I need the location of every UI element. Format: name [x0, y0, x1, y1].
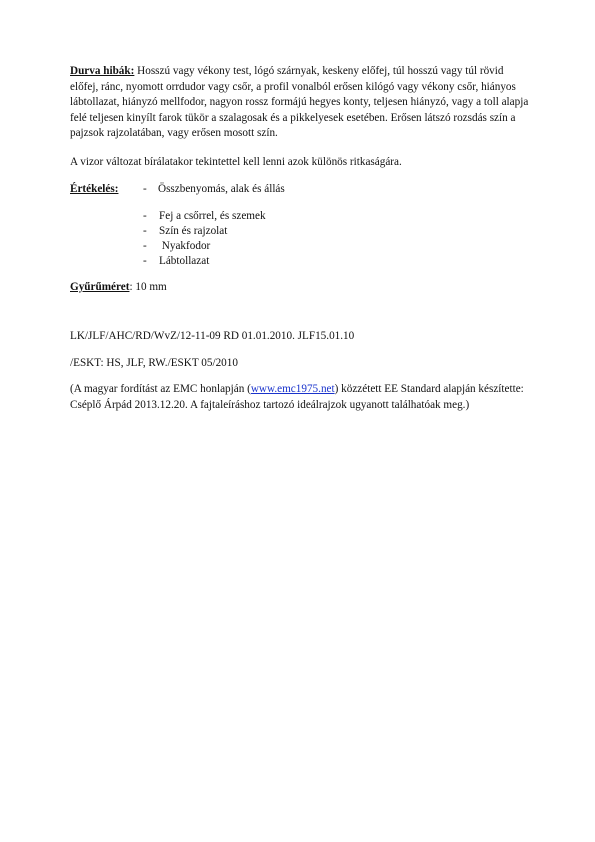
- list-dash: -: [143, 183, 147, 195]
- faults-text: Hosszú vagy vékony test, lógó szárnyak, keskeny előfej, túl hosszú vagy túl rövid előfej, ránc, nyomott orrdudor vagy csőr, a profil vonalból erősen kilógó vagy vékony csőr, hiányos lábtollazat, hiányzó mellfodor, nagyon rossz formájú hegyes konty, teljesen hiányzó, vagy a toll alapja felé teljesen kinyílt farok tükör a szalagosak és a pikkelyesek esetében. Erősen látszó rozsdás szín a pajzsok rajzolatában, vagy erősen mosott szín.: [70, 65, 529, 139]
- reference-line-1: LK/JLF/AHC/RD/WvZ/12-11-09 RD 01.01.2010. JLF15.01.10: [70, 330, 355, 342]
- faults-label: Durva hibák:: [70, 65, 135, 77]
- ring-size-label: Gyűrűméret: [70, 281, 130, 293]
- document-page: Durva hibák: Hosszú vagy vékony test, lógó szárnyak, keskeny előfej, túl hosszú vagy túl rövid előfej, ránc, nyomott orrdudor vagy csőr, a profil vonalból erősen kilógó vagy vékony csőr, hiányos lábtollazat, hiányzó mellfodor, nagyon rossz formájú hegyes konty, teljesen hiányzó, vagy a toll alapja felé teljesen kinyílt farok tükör a szalagosak és a pikkelyesek esetében. Erősen látszó rozsdás szín a pajzsok rajzolatában, vagy erősen mosott szín. A vizor változat bírálatakor tekintettel kell lenni azok különös ritkaságára. Értékelés: - Összbenyomás, alak és állás - Fej a csőrrel, és szemek - Szín és rajzolat - Nyakfodor - Lábtollazat Gyűrűméret: 10 mm LK/JLF/AHC/RD/WvZ/12-11-09 RD 01.01.2010. JLF15.01.10 /ESKT: HS, JLF, RW./ESKT 05/2010 (A magyar fordítást az EMC honlapján (www.emc1975.net) közzétett EE Standard alapján készítette: Cséplő Árpád 2013.12.20. A fajtaleíráshoz tartozó ideálrajzok ugyanott találhatóak meg.): [0, 0, 595, 842]
- list-dash: -: [143, 210, 147, 222]
- vizor-note: A vizor változat bírálatakor tekintettel kell lenni azok különös ritkaságára.: [70, 156, 402, 168]
- evaluation-label: Értékelés:: [70, 183, 119, 195]
- ring-size: [70, 280, 167, 295]
- translation-note: (A magyar fordítást az EMC honlapján (www.emc1975.net) közzétett EE Standard alapján készítette: Cséplő Árpád 2013.12.20. A fajtaleíráshoz tartozó ideálrajzok ugyanott találhatóak meg.): [70, 383, 524, 411]
- list-dash: -: [143, 225, 147, 237]
- ring-size-value: : 10 mm: [129, 281, 167, 293]
- list-dash: -: [143, 240, 147, 252]
- emc-website-link[interactable]: www.emc1975.net: [250, 383, 335, 395]
- reference-line-2: /ESKT: HS, JLF, RW./ESKT 05/2010: [70, 357, 238, 369]
- faults-paragraph: [70, 64, 530, 142]
- list-dash: -: [143, 255, 147, 267]
